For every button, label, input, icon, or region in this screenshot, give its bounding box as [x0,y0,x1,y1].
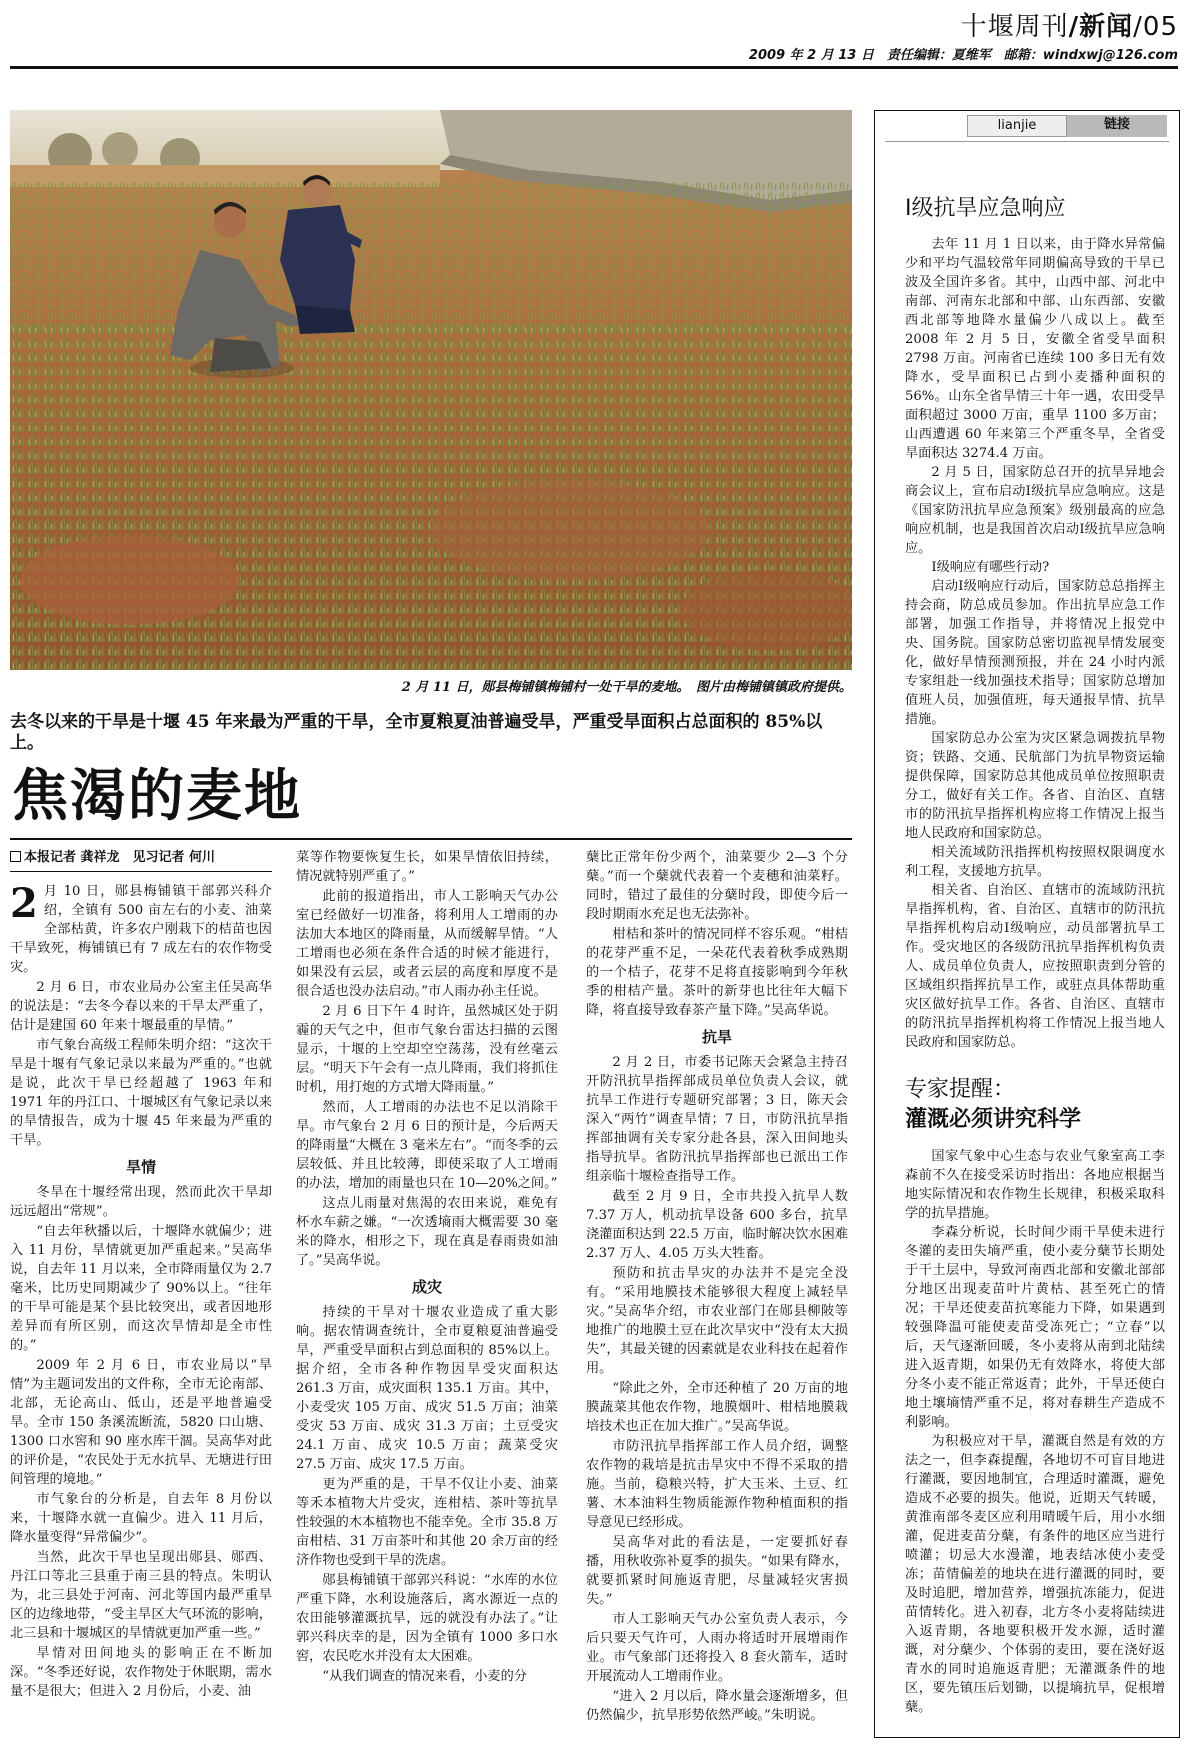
photo-illustration [10,110,852,670]
paragraph: “进入 2 月以后，降水量会逐渐增多，但仍然偏少，抗旱形势依然严峻。”朱明说。 [586,1689,848,1723]
subhead-relief: 抗旱 [701,1028,732,1046]
article-column-3 [586,848,848,1726]
drop-cap: 2 [10,880,38,927]
paragraph: 为积极应对干旱，灌溉自然是有效的方法之一，但李森提醒，各地切不可盲目地进行灌溉，要因地制宜，合理适时灌溉，避免造成不必要的损失。他说，近期天气转暖，黄淮南部冬麦区应利用晴暖午后，用小水细灌，促进麦苗分蘖，有条件的地区应当进行喷灌；切忌大水漫灌，地表结冰使小麦受冻；苗情偏差的地块在进行灌溉的同时，要及时追肥，增加营养，增强抗冻能力，促进苗情转化。进入初春，北方冬小麦将陆续进入返青期，各地要积极开发水源，适时灌溉，对分蘖少、个体弱的麦田，要在浇好返青水的同时追施返青肥；无灌溉条件的地区，要先镇压后划锄，以提墒抗旱，促根增蘖。 [905,1434,1165,1715]
sidebar-tabs [967,115,1167,137]
paragraph: 李森分析说，长时间少雨干旱使未进行冬灌的麦田失墒严重，使小麦分蘖节长期处于干土层中，导致河南西北部和安徽北部部分地区出现麦苗叶片黄枯、甚至死亡的情况；干旱还使麦苗抗寒能力下降，如果遇到较强降温可能使麦苗受冻死亡；“立春”以后，天气逐渐回暖，冬小麦将从南到北陆续进入返青期，如果仍无有效降水，将使大部分冬小麦不能正常返青；此外，干旱还使白地土壤墒情严重不足，将对春耕生产造成不利影响。 [905,1225,1165,1430]
paragraph: 相关流域防汛指挥机构按照权限调度水利工程，支援地方抗旱。 [905,845,1165,879]
subhead-disaster: 成灾 [411,1278,442,1296]
paragraph: 启动Ⅰ级响应行动后，国家防总总指挥主持会商，防总成员参加。作出抗旱应急工作部署，加强工作指导，并将情况上报党中央、国务院。国家防总密切监视旱情发展变化，做好旱情预测预报，并在 24 小时内派专家组赴一线加强技术指导；国家防总增加值班人员，加强值班，每天通报旱情、抗旱措施。 [905,579,1165,727]
paragraph: 此前的报道指出，市人工影响天气办公室已经做好一切准备，将利用人工增雨的办法加大本地区的降雨量，从而缓解旱情。“人工增雨也必须在条件合适的时候才能进行，如果没有云层，或者云层的高度和厚度不是很合适也没办法启动。”市人雨办孙主任说。 [296,889,558,999]
sidebar-title-emergency: Ⅰ级抗旱应急响应 [905,196,1066,221]
sidebar-title-expert-line2: 灌溉必须讲究科学 [905,1107,1082,1132]
article-headline: 焦渴的麦地 [12,763,302,829]
subhead-drought: 旱情 [125,1158,156,1176]
paper-name: 十堰周刊 [960,12,1069,42]
paragraph: 市防汛抗旱指挥部工作人员介绍，调整农作物的栽培是抗击旱灾中不得不采取的措施。当前，稳粮兴特，扩大玉米、土豆、红薯、木本油料生物质能源作物种植面积的指导意见已经形成。 [586,1439,848,1530]
paragraph: 持续的干旱对十堰农业造成了重大影响。据农情调查统计，全市夏粮夏油普遍受旱，严重受旱面积占到总面积的 85%以上。据介绍，全市各种作物因旱受灾面积达 261.3 万亩，成灾面积 135.1 万亩。其中，小麦受灾 105 万亩、成灾 51.5 万亩；油菜受灾 53 万亩、成灾 31.3 万亩；土豆受灾 24.1 万亩、成灾 10.5 万亩；蔬菜受灾 27.5 万亩、成灾 17.5 万亩。 [296,1305,558,1472]
paragraph: 蘖比正常年份少两个，油菜要少 2—3 个分蘖。”而一个蘖就代表着一个麦穗和油菜籽。同时，错过了最佳的分蘖时段，即使今后一段时期雨水充足也无法弥补。 [586,850,848,922]
paragraph: “从我们调查的情况来看，小麦的分 [322,1669,527,1684]
paragraph: 柑桔和茶叶的情况同样不容乐观。“柑桔的花芽严重不足，一朵花代表着秋季成熟期的一个桔子，花芽不足将直接影响到今年秋季的柑桔产量。茶叶的新芽也比往年大幅下降，将直接导致春茶产量下降。”吴高华说。 [586,927,848,1018]
article-column-1 [10,848,272,1702]
paragraph-text: 月 10 日，郧县梅铺镇干部郭兴科介绍，全镇有 500 亩左右的小麦、油菜全部枯黄，许多农户刚栽下的桔苗也因干旱致死，梅铺镇已有 7 成左右的农作物受灾。 [10,884,272,975]
article-deck: 去冬以来的干旱是十堰 45 年来最为严重的干旱，全市夏粮夏油普遍受旱，严重受旱面积占总面积的 85%以上。 [10,712,823,753]
masthead [961,6,1178,43]
paragraph: 旱情对田间地头的影响正在不断加深。“冬季还好说，农作物处于休眠期，需水量不是很大；但进入 2 月份后，小麦、油 [10,1646,272,1699]
paragraph: 国家气象中心生态与农业气象室高工李森前不久在接受采访时指出：各地应根据当地实际情况和农作物生长规律，积极采取科学的抗旱措施。 [905,1149,1165,1221]
paragraph: 国家防总办公室为灾区紧急调拨抗旱物资；铁路、交通、民航部门为抗旱物资运输提供保障，国家防总其他成员单位按照职责分工，做好有关工作。各省、自治区、直辖市的防汛抗旱指挥机构应将工作情况上报当地人民政府和国家防总。 [905,731,1165,841]
headline-rule [10,838,852,840]
paragraph: “自去年秋播以后，十堰降水就偏少；进入 11 月份，旱情就更加严重起来。”吴高华说，自去年 11 月以来，全市降雨量仅为 2.7 毫米，比历史同期减少了 90%以上。“往年的干旱可能是某个县比较突出，或者因地形差异而有所区别，而这次旱情却是全市性的。” [10,1224,272,1353]
sidebar-title-expert-line1: 专家提醒： [905,1077,1016,1102]
sidebar-title-expert [905,1075,1081,1135]
tab-lianjie: lianjie [967,115,1067,137]
lead-paragraph [10,882,272,977]
paragraph: 这点儿雨量对焦渴的农田来说，难免有杯水车薪之嫌。“一次透墒雨大概需要 30 毫米的降水，相形之下，现在真是春雨贵如油了。”吴高华说。 [296,1196,558,1268]
paragraph: 郧县梅铺镇干部郭兴科说：“水库的水位严重下降，水利设施落后，离水源近一点的农田能够灌溉抗旱，远的就没有办法了。”让郭兴科庆幸的是，因为全镇有 1000 多口水窖，农民吃水并没有太大困难。 [296,1573,558,1664]
slash: / [1068,12,1080,42]
paragraph: 更为严重的是，干旱不仅让小麦、油菜等禾本植物大片受灾，连柑桔、茶叶等抗旱性较强的木本植物也不能幸免。全市 35.8 万亩柑桔、31 万亩茶叶和其他 20 余万亩的经济作物也受到干旱的洗虐。 [296,1477,558,1568]
paragraph: 2 月 5 日，国家防总召开的抗旱异地会商会议上，宣布启动Ⅰ级抗旱应急响应。这是《国家防汛抗旱应急预案》级别最高的应急响应机制，也是我国首次启动Ⅰ级抗旱应急响应。 [905,465,1165,556]
paragraph: 当然，此次干旱也呈现出郧县、郧西、丹江口等北三县重于南三县的特点。朱明认为，北三县处于河南、河北等国内最严重旱区的边缘地带，“受主旱区大气环流的影响，北三县和十堰城区的旱情就更加严重一些。” [10,1550,272,1641]
paragraph: 截至 2 月 9 日，全市共投入抗旱人数 7.37 万人，机动抗旱设备 600 多台，抗旱浇灌面积达到 22.5 万亩，临时解决饮水困难 2.37 万人、4.05 万头大牲畜。 [586,1189,848,1261]
paragraph: “除此之外，全市还种植了 20 万亩的地膜蔬菜其他农作物，地膜烟叶、柑桔地膜栽培技术也正在加大推广。”吴高华说。 [586,1381,848,1434]
article-column-2 [296,848,558,1687]
byline-box-icon [10,851,21,862]
byline [10,848,272,872]
paragraph: 2 月 2 日，市委书记陈天会紧急主持召开防汛抗旱指挥部成员单位负责人会议，就抗旱工作进行专题研究部署；3 日，陈天会深入“两竹”调查旱情；7 日，市防汛抗旱指挥部抽调有关专家分赴各县，深入田间地头指导抗旱。省防汛抗旱指挥部也已派出工作组亲临十堰检查指导工作。 [586,1055,848,1184]
byline-text: 本报记者 龚祥龙 见习记者 何川 [24,850,216,865]
paragraph: 市气象台的分析是，自去年 8 月份以来，十堰降水就一直偏少。进入 11 月后，降水量变得“异常偏少”。 [10,1492,272,1545]
paragraph: 2 月 6 日下午 4 时许，虽然城区处于阴霾的天气之中，但市气象台雷达扫描的云图显示，十堰的上空却空空荡荡，没有丝毫云层。“明天下午会有一点儿降雨，我们将抓住时机，用打炮的方式增大降雨量。” [296,1004,558,1095]
dateline: 2009 年 2 月 13 日 责任编辑：夏维军 邮箱：windxwj@126.com [748,48,1178,63]
header-rule [10,66,1178,69]
paragraph: 菜等作物要恢复生长，如果旱情依旧持续，情况就特别严重了。” [296,850,558,884]
section-name: 新闻 [1079,12,1134,42]
paragraph: 冬旱在十堰经常出现，然而此次干旱却远远超出“常规”。 [10,1185,272,1219]
paragraph: 吴高华对此的看法是，一定要抓好春播，用秋收弥补夏季的损失。“如果有降水，就要抓紧时间施返青肥，尽量减轻灾害损失。” [586,1535,848,1607]
paragraph: 预防和抗击旱灾的办法并不是完全没有。“采用地膜技术能够很大程度上减轻旱灾。”吴高华介绍，市农业部门在郧县柳陂等地推广的地膜土豆在此次旱灾中“没有太大损失”，其最关键的因素就是农业科技在起着作用。 [586,1266,848,1376]
page-number: 05 [1142,12,1178,42]
drought-field-photo [10,110,852,670]
sidebar-body-emergency [905,235,1165,1052]
paragraph: 相关省、自治区、直辖市的流域防汛抗旱指挥机构，省、自治区、直辖市的防汛抗旱指挥机构启动Ⅰ级响应，动员部署抗旱工作。受灾地区的各级防汛抗旱指挥机构负责人、成员单位负责人，应按照职责到分管的区域组织指挥抗旱工作，或驻点具体帮助重灾区做好抗旱工作。各省、自治区、直辖市的防汛抗旱指挥机构将工作情况上报当地人民政府和国家防总。 [905,883,1165,1050]
sidebar-body-expert [905,1147,1165,1717]
paragraph: 市气象台高级工程师朱明介绍：“这次干旱是十堰有气象记录以来最为严重的。”也就是说，此次干旱已经超越了 1963 年和 1971 年的丹江口、十堰城区有气象记录以来的旱情报告，成为十堰 45 年来最为严重的干旱。 [10,1038,272,1148]
paragraph: 2009 年 2 月 6 日，市农业局以“旱情”为主题词发出的文件称，全市无论南部、北部，无论高山、低山，还是平地普遍受旱。全市 150 条溪流断流，5820 口山塘、1300 口水窖和 90 座水库干涸。吴高华对此的评价是，“农民处于无水抗旱、无塘进行田间管理的境地。” [10,1358,272,1487]
photo-caption: 2 月 11 日，郧县梅铺镇梅铺村一处干旱的麦地。 图片由梅铺镇镇政府提供。 [401,680,852,695]
paragraph: 市人工影响天气办公室负责人表示，今后只要天气许可，人雨办将适时开展增雨作业。市气象部门还将投入 8 套火箭车，适时开展流动人工增雨作业。 [586,1612,848,1684]
tab-link: 链接 [1067,115,1167,137]
paragraph: 去年 11 月 1 日以来，由于降水异常偏少和平均气温较常年同期偏高导致的干旱已波及全国许多省。其中，山西中部、河北中南部、河南东北部和中部、山东西部、安徽西北部等地降水量偏少八成以上。截至 2008 年 2 月 5 日，安徽全省受旱面积 2798 万亩。河南省已连续 100 多日无有效降水，受旱面积已占到小麦播种面积的 56%。山东全省旱情三十年一遇，农田受旱面积超过 3000 万亩，重旱 1100 多万亩；山西遭遇 60 年来第三个严重冬旱，全省受旱面积达 3274.4 万亩。 [905,237,1165,461]
sidebar-rule [885,141,1169,142]
paragraph: 2 月 6 日，市农业局办公室主任吴高华的说法是：“去冬今春以来的干旱太严重了，估计是建国 60 年来十堰最重的旱情。” [10,980,272,1033]
paragraph: Ⅰ级响应有哪些行动? [931,560,1050,575]
paragraph: 然而，人工增雨的办法也不足以消除干旱。市气象台 2 月 6 日的预计是，今后两天的降雨量“大概在 3 毫米左右”。“而冬季的云层较低、并且比较薄，即使采取了人工增雨的办法，增加的雨量也只在 10—20%之间。” [296,1100,558,1191]
link-sidebar [874,110,1180,1738]
page-sep: / [1133,12,1143,42]
